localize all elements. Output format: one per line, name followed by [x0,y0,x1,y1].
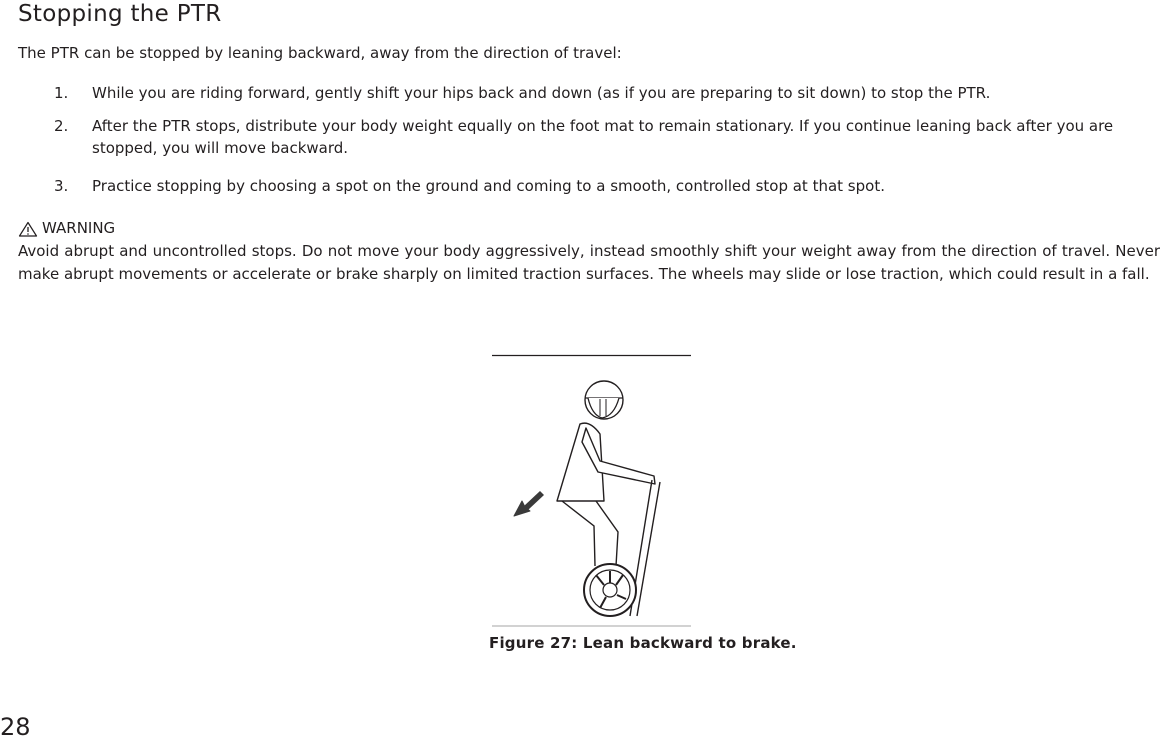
figure-caption: Figure 27: Lean backward to brake. [489,634,797,652]
rider-leaning-back-illustration [492,354,692,628]
step-number: 1. [54,84,69,102]
step-text: While you are riding forward, gently shift your hips back and down (as if you are preparing to sit down) to stop the PTR. [92,84,991,102]
warning-title: WARNING [42,219,116,237]
step-text: Practice stopping by choosing a spot on the ground and coming to a smooth, controlled stop at that spot. [92,177,885,195]
list-item [0,115,1160,168]
warning-triangle-icon [18,221,38,237]
page-number: 28 [0,713,31,741]
warning-header [18,217,1160,240]
warning-box [18,217,1160,286]
steps-list [0,82,1160,197]
step-number: 3. [54,177,69,195]
step-text: After the PTR stops, distribute your body weight equally on the foot mat to remain stationary. If you continue leaning back after you are stopped, you will move backward. [92,117,1114,157]
figure [492,354,692,628]
list-item [0,175,1160,197]
step-number: 2. [54,117,69,135]
list-item [0,82,1160,113]
warning-body: Avoid abrupt and uncontrolled stops. Do not move your body aggressively, instead smoothly shift your weight away from the direction of travel. Never make abrupt movements or accelerate or brake sharply on limited traction surfaces. The wheels may slide or lose traction, which could result in a fall. [18,242,1160,283]
intro-paragraph: The PTR can be stopped by leaning backward, away from the direction of travel: [18,44,622,62]
section-title: Stopping the PTR [18,1,222,27]
